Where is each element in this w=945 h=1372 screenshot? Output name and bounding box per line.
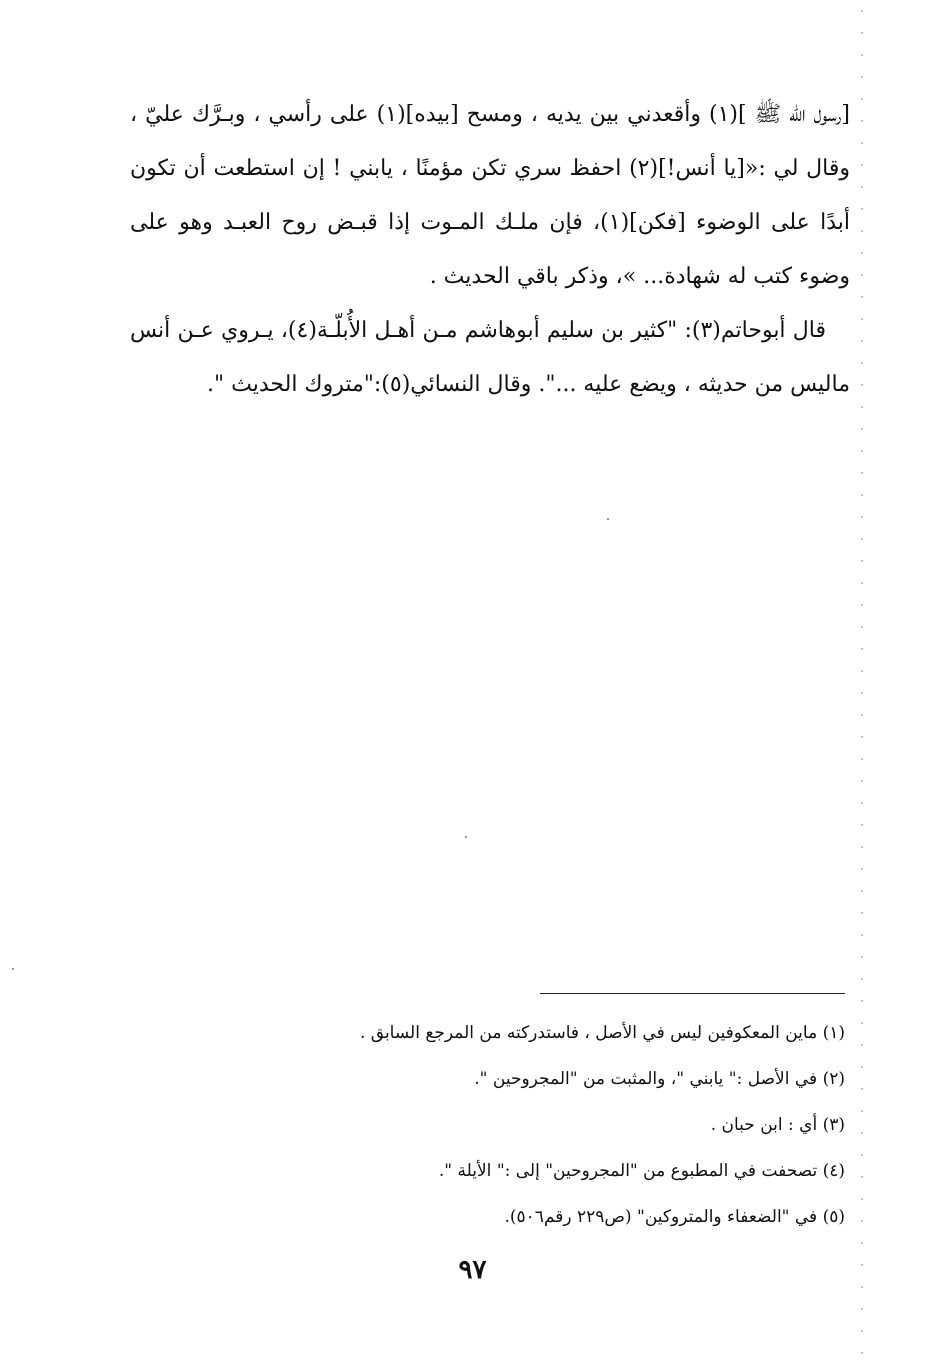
footnote-separator [540, 993, 845, 994]
paragraph: [رسول الله ﷺ ](١) وأقعدني بين يديه ، ومسح [بيده](١) على رأسي ، وبـرَّك عليّ ، وقال لي :«[يا أنس!](٢) احفظ سري تكن مؤمنًا ، يابني ! إن استطعت أن تكون أبدًا على الوضوء [فكن](١)، فإن ملـك المـوت إذا قبـض روح العبـد وهو على وضوء كتب له شهادة... »، وذكر باقي الحديث . [130, 102, 851, 289]
paragraph: قال أبوحاتم(٣): "كثير بن سليم أبوهاشم مـن أهـل الأُبلّـة(٤)، يـروي عـن أنس ماليس من حديثه ، ويضع عليه ...". وقال النسائي(٥):"متروك الحديث ". [130, 318, 850, 397]
scan-speck [607, 518, 609, 520]
scan-speck [465, 836, 467, 838]
scan-speck [12, 968, 14, 970]
footnotes [300, 1010, 845, 1240]
main-text [130, 88, 850, 412]
margin-dotted-line [861, 0, 863, 1372]
footnote: (٤) تصحفت في المطبوع من "المجروحين" إلى :" الأيلة ". [438, 1161, 845, 1181]
footnote: (١) ماين المعكوفين ليس في الأصل ، فاستدركته من المرجع السابق . [359, 1023, 845, 1043]
footnote: (٢) في الأصل :" يابني "، والمثبت من "المجروحين ". [474, 1069, 845, 1089]
footnote: (٣) أي : ابن حبان . [710, 1115, 845, 1135]
footnote: (٥) في "الضعفاء والمتروكين" (ص٢٢٩ رقم٥٠٦). [504, 1207, 845, 1227]
page-number: ٩٧ [458, 1255, 487, 1285]
